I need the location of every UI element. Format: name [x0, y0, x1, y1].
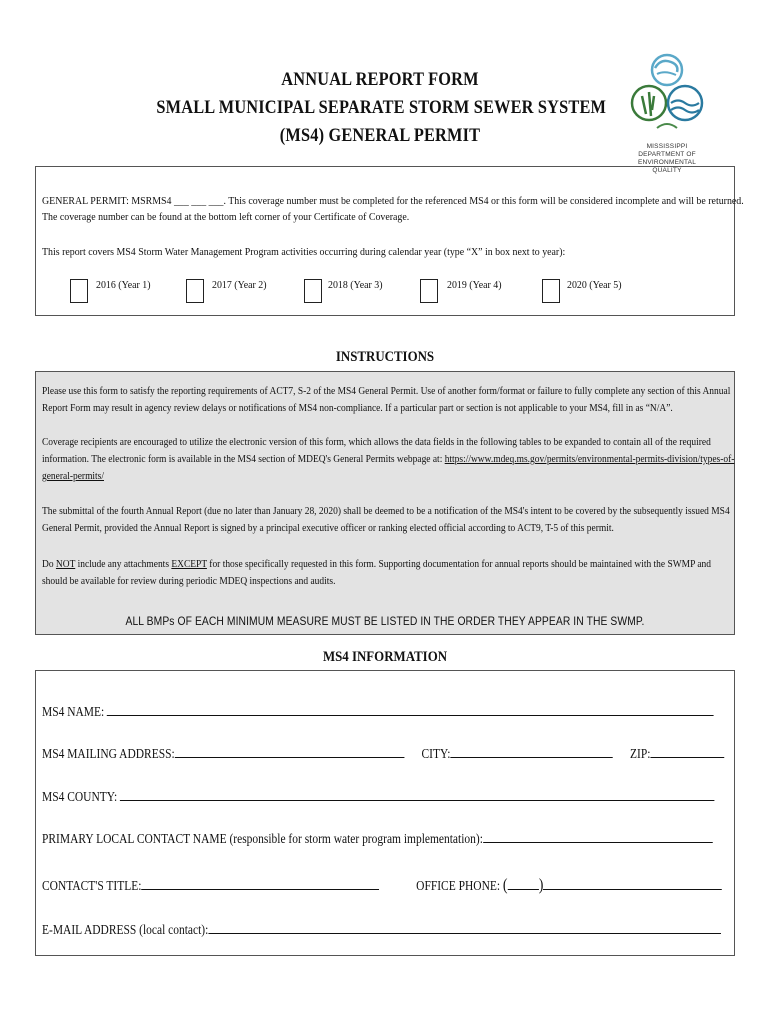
instructions-p4-line1: [42, 556, 711, 573]
title-line-1: ANNUAL REPORT FORM: [281, 69, 479, 90]
year-5-label: 2020 (Year 5): [567, 279, 622, 291]
title-line-2: SMALL MUNICIPAL SEPARATE STORM SEWER SYSTEM: [156, 97, 607, 118]
year-4-label: 2019 (Year 4): [447, 279, 502, 291]
ms4-name-label: MS4 NAME:: [42, 705, 105, 720]
logo-text-line-1: MISSISSIPPI DEPARTMENT OF: [638, 143, 696, 158]
primary-contact-field[interactable]: [483, 828, 713, 843]
instructions-section: [35, 371, 735, 635]
instructions-p2-line1: Coverage recipients are encouraged to utilize the electronic version of this form, which allows the data fields in the following tables to be expanded to contain all of the required: [42, 436, 711, 448]
year-2-checkbox[interactable]: [186, 279, 204, 303]
contact-title-label: CONTACT'S TITLE:: [42, 879, 142, 894]
office-phone-field[interactable]: [543, 875, 722, 890]
ms4-county-row: [42, 786, 715, 806]
email-field[interactable]: [208, 919, 721, 934]
ms4-mailing-label: MS4 MAILING ADDRESS:: [42, 747, 175, 762]
general-permits-link[interactable]: https://www.mdeq.ms.gov/permits/environmental-permits-division/types-of-: [444, 453, 735, 465]
ms4-county-label: MS4 COUNTY:: [42, 790, 118, 805]
instructions-p1-line1: Please use this form to satisfy the reporting requirements of ACT7, S-2 of the MS4 General Permit. Use of another form/format or failure to fully complete any section of this Annual: [42, 385, 731, 397]
p4-mid: include any attachments: [75, 558, 172, 570]
instructions-p2-line2: [42, 451, 734, 468]
zip-field[interactable]: [650, 743, 724, 758]
office-phone-label: OFFICE PHONE:: [416, 879, 501, 894]
year-checkbox-row: [36, 279, 734, 309]
general-permits-link-continued[interactable]: general-permits/: [42, 470, 105, 482]
ms4-mailing-field[interactable]: [175, 743, 405, 758]
permit-coverage-line: GENERAL PERMIT: MSRMS4 ___ ___ ___. This coverage number must be completed for the referenced MS4 or this form will be considered incomplete and will be returned.: [42, 195, 744, 207]
permit-coverage-note: The coverage number can be found at the bottom left corner of your Certificate of Coverage.: [42, 211, 410, 223]
city-label: CITY:: [421, 747, 451, 762]
year-1-label: 2016 (Year 1): [96, 279, 151, 291]
permit-section: [35, 166, 744, 316]
year-2-label: 2017 (Year 2): [212, 279, 267, 291]
city-field[interactable]: [450, 743, 612, 758]
instructions-p1-line2: Report Form may result in agency review delays or notifications of MS4 non-compliance. If a particular part or section is not applicable to your MS4, fill in as “N/A”.: [42, 402, 673, 414]
p4-not: NOT: [55, 558, 76, 570]
calendar-year-instruction: This report covers MS4 Storm Water Management Program activities occurring during calendar year (type “X” in box next to year):: [42, 246, 566, 258]
phone-paren-close: ): [538, 875, 544, 894]
primary-contact-label: PRIMARY LOCAL CONTACT NAME (responsible for storm water program implementation):: [42, 832, 483, 847]
ms4-information-heading: MS4 INFORMATION: [322, 649, 448, 665]
ms4-mailing-row: [42, 743, 724, 763]
p4-do: Do: [42, 558, 56, 570]
mdeq-logo: [624, 48, 710, 174]
contact-title-row: [42, 875, 722, 895]
form-title: [156, 66, 607, 150]
ms4-county-field[interactable]: [120, 786, 715, 801]
zip-label: ZIP:: [630, 747, 651, 762]
ms4-name-field[interactable]: [107, 701, 714, 716]
instructions-p3-line1: The submittal of the fourth Annual Report (due no later than January 28, 2020) shall be deemed to be a notification of the MS4's intent to be covered by the subsequently issued MS4: [42, 505, 730, 517]
instructions-p2-text: information. The electronic form is available in the MS4 section of MDEQ's General Permits webpage at:: [42, 453, 445, 465]
year-1-checkbox[interactable]: [70, 279, 88, 303]
title-line-3: (MS4) GENERAL PERMIT: [279, 125, 481, 146]
p4-except: EXCEPT: [171, 558, 207, 570]
mdeq-logo-icon: [624, 48, 710, 138]
logo-text-line-2: ENVIRONMENTAL QUALITY: [637, 159, 697, 174]
instructions-p2-line3: [42, 468, 104, 485]
instructions-p4-line2: should be available for review during periodic MDEQ inspections and audits.: [42, 575, 336, 587]
email-row: [42, 919, 721, 939]
email-label: E-MAIL ADDRESS (local contact):: [42, 923, 209, 938]
ms4-information-section: [35, 670, 735, 956]
phone-area-code-field[interactable]: [508, 875, 539, 890]
year-3-label: 2018 (Year 3): [328, 279, 383, 291]
phone-paren-open: (: [502, 875, 508, 894]
primary-contact-row: [42, 828, 713, 848]
year-5-checkbox[interactable]: [542, 279, 560, 303]
instructions-p3-line2: General Permit, provided the Annual Report is signed by a principal executive officer or ranking elected official according to ACT9, T-5 of this permit.: [42, 522, 614, 534]
p4-rest: for those specifically requested in this form. Supporting documentation for annual reports should be maintained with the SWMP and: [206, 558, 712, 570]
year-3-checkbox[interactable]: [304, 279, 322, 303]
contact-title-field[interactable]: [141, 875, 379, 890]
instructions-heading: INSTRUCTIONS: [335, 349, 435, 365]
all-bmps-notice: ALL BMPs OF EACH MINIMUM MEASURE MUST BE LISTED IN THE ORDER THEY APPEAR IN THE SWMP.: [125, 614, 645, 628]
ms4-name-row: [42, 701, 714, 721]
year-4-checkbox[interactable]: [420, 279, 438, 303]
